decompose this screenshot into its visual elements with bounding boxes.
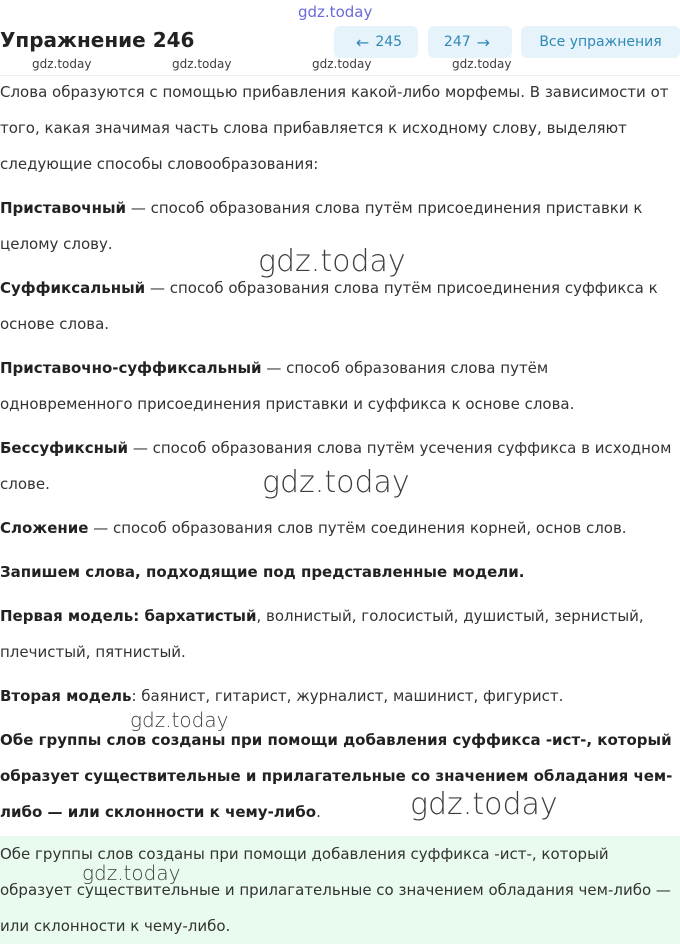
method-term: Приставочно-суффиксальный — [0, 359, 262, 377]
answer-box — [0, 836, 680, 944]
watermark: gdz.today — [130, 708, 229, 732]
method-term: Бессуфиксный — [0, 439, 129, 457]
method-paragraph — [0, 510, 680, 546]
method-paragraph — [0, 350, 680, 422]
model1-colon: : — [133, 607, 145, 625]
conclusion-text: Обе группы слов созданы при помощи добавления суффикса -ист-, который образует существительные и прилагательные со значением обладания чем-либо — или склонности к чему-либо — [0, 731, 673, 821]
method-term: Суффиксальный — [0, 279, 146, 297]
next-exercise-label: 247 — [443, 34, 471, 50]
watermark: gdz.today — [262, 465, 410, 500]
method-description: — способ образования слова путём присоединения суффикса к основе слова. — [0, 279, 658, 333]
intro-paragraph: Слова образуются с помощью прибавления какой-либо морфемы. В зависимости от того, какая значимая часть слова прибавляется к исходному слову, выделяют следующие способы словообразования: — [0, 83, 669, 173]
exercise-header — [0, 26, 680, 60]
model2-paragraph — [0, 678, 680, 714]
conclusion-paragraph — [0, 722, 680, 830]
page-title: Упражнение 246 — [0, 28, 195, 52]
method-description: — способ образования слова путём одновременного присоединения приставки и суффикса к основе слова. — [0, 359, 575, 413]
watermark: gdz.today — [82, 861, 181, 885]
solution-text — [0, 74, 680, 830]
next-exercise-button[interactable] — [428, 26, 512, 58]
watermark: gdz.today — [172, 57, 232, 71]
watermark: gdz.today — [258, 244, 406, 279]
method-paragraph — [0, 270, 680, 342]
watermark: gdz.today — [32, 57, 92, 71]
arrow-right-icon: → — [476, 32, 491, 52]
model1-paragraph — [0, 598, 680, 670]
watermark: gdz.today — [298, 3, 373, 21]
conclusion-end: . — [316, 803, 321, 821]
method-description: — способ образования слова путём усечения суффикса в исходном слове. — [0, 439, 672, 493]
all-exercises-label: Все упражнения — [539, 34, 662, 50]
arrow-left-icon: ← — [355, 32, 370, 52]
all-exercises-button[interactable] — [521, 26, 680, 58]
model1-words: , волнистый, голосистый, душистый, зернистый, плечистый, пятнистый. — [0, 607, 644, 661]
prev-exercise-button[interactable] — [334, 26, 418, 58]
method-description: — способ образования слов путём соединения корней, основ слов. — [88, 519, 627, 537]
watermark: gdz.today — [410, 787, 558, 822]
watermark: gdz.today — [312, 57, 372, 71]
task-statement: Запишем слова, подходящие под представленные модели. — [0, 563, 525, 581]
model2-words: : баянист, гитарист, журналист, машинист, фигурист. — [131, 687, 564, 705]
model2-label: Вторая модель — [0, 687, 132, 705]
prev-exercise-label: 245 — [375, 34, 403, 50]
model1-label: Первая модель — [0, 607, 134, 625]
answer-text: Обе группы слов созданы при помощи добавления суффикса -ист-, который образует существительные и прилагательные со значением обладания чем-либо — или склонности к чему-либо. — [0, 845, 671, 935]
model1-highlight-word: бархатистый — [144, 607, 257, 625]
method-term: Приставочный — [0, 199, 127, 217]
method-description: — способ образования слова путём присоединения приставки к целому слову. — [0, 199, 643, 253]
method-term: Сложение — [0, 519, 89, 537]
watermark: gdz.today — [452, 57, 512, 71]
